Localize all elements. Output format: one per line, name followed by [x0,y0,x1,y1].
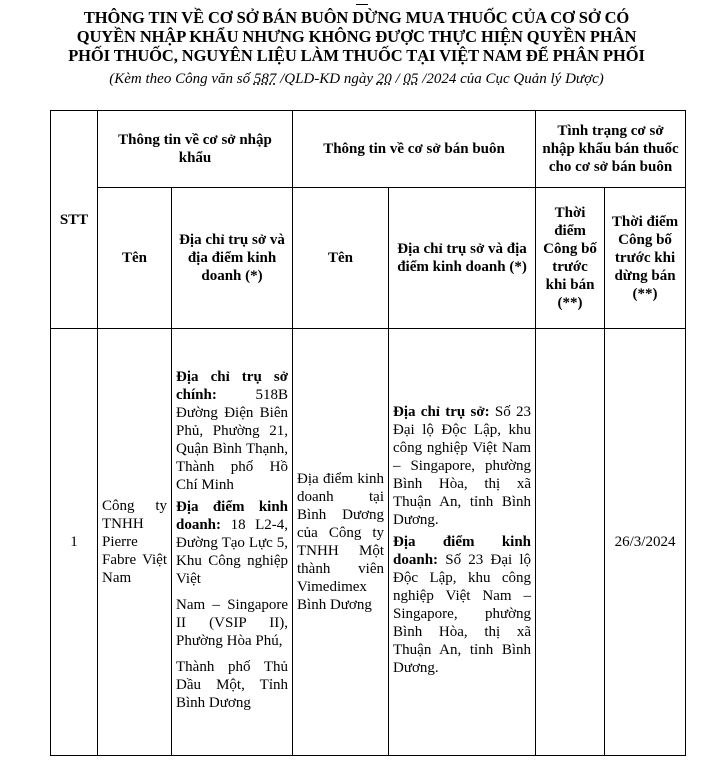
cell-importer-address [172,329,293,756]
wholesaler-hq-label: Địa chỉ trụ sở: [393,404,490,420]
header-wholesaler-address: Địa chỉ trụ sở và địa điểm kinh doanh (*) [389,188,536,329]
subtitle-sep: / [391,71,404,87]
document-subtitle [0,70,713,88]
cell-wholesaler-address [389,329,536,756]
wholesaler-table [50,110,686,756]
wholesaler-biz [393,533,531,677]
header-row-sub [51,188,686,329]
page-edge-mark [356,0,368,5]
table-row [51,329,686,756]
importer-biz [176,498,288,588]
header-time-before-stop: Thời điểm Công bố trước khi dừng bán (**) [605,188,686,329]
header-row-group [51,111,686,188]
importer-hq-value: 518B Đường Điện Biên Phủ, Phường 21, Quận Bình Thạnh, Thành phố Hồ Chí Minh [176,387,289,493]
header-importer-name: Tên [98,188,172,329]
importer-biz-cont-2: Thành phố Thủ Dầu Một, Tỉnh Bình Dương [176,659,289,711]
cell-stt: 1 [51,329,98,756]
subtitle-mid: /QLD-KD ngày [276,71,377,87]
header-importer-group: Thông tin về cơ sở nhập khẩu [98,111,293,188]
wholesaler-biz-label: Địa điểm kinh doanh: [393,534,532,568]
subtitle-suffix: /2024 của Cục Quản lý Dược) [418,71,604,87]
importer-biz-label: Địa điểm kinh doanh: [176,499,289,533]
header-wholesaler-group: Thông tin về cơ sở bán buôn [293,111,536,188]
cell-wholesaler-name: Địa điểm kinh doanh tại Bình Dương của Công ty TNHH Một thành viên Vimedimex Bình Dương [293,329,389,756]
cell-time-before-sale [536,329,605,756]
wholesaler-biz-value: Số 23 Đại lộ Độc Lập, khu công nghiệp Việt Nam – Singapore, phường Bình Hòa, thị xã Thuận An, tỉnh Bình Dương. [393,552,532,676]
importer-biz-value-1: 18 L2-4, Đường Tạo Lực 5, Khu Công nghiệp Việt [176,517,289,587]
header-wholesaler-name: Tên [293,188,389,329]
doc-day: 20 [376,71,392,87]
wholesaler-hq-value: Số 23 Đại lộ Độc Lập, khu công nghiệp Việt Nam – Singapore, phường Bình Hòa, thị xã Thuận An, tỉnh Bình Dương. [393,404,532,528]
importer-hq [176,368,288,494]
title-line-3: PHỐI THUỐC, NGUYÊN LIỆU LÀM THUỐC TẠI VIỆT NAM ĐỂ PHÂN PHỐI [68,46,645,65]
cell-time-before-stop: 26/3/2024 [605,329,686,756]
cell-importer-name: Công ty TNHH Pierre Fabre Việt Nam [98,329,172,756]
title-line-2: QUYỀN NHẬP KHẨU NHƯNG KHÔNG ĐƯỢC THỰC HIỆN QUYỀN PHÂN [76,27,637,46]
doc-number: 587 [253,71,277,87]
header-stt: STT [51,111,98,329]
subtitle-prefix: (Kèm theo Công văn số [109,71,254,87]
wholesaler-hq [393,403,531,529]
header-status-group: Tình trạng cơ sở nhập khẩu bán thuốc cho cơ sở bán buôn [536,111,686,188]
importer-biz-cont: Nam – Singapore II (VSIP II), Phường Hòa Phú, [176,597,289,649]
header-time-before-sale: Thời điểm Công bố trước khi bán (**) [536,188,605,329]
title-line-1: THÔNG TIN VỀ CƠ SỞ BÁN BUÔN DỪNG MUA THUỐC CỦA CƠ SỞ CÓ [83,8,630,27]
document-title [0,8,713,65]
importer-hq-label: Địa chỉ trụ sở chính: [176,369,289,403]
doc-month: 05 [403,71,419,87]
header-importer-address: Địa chỉ trụ sở và địa điểm kinh doanh (*) [172,188,293,329]
